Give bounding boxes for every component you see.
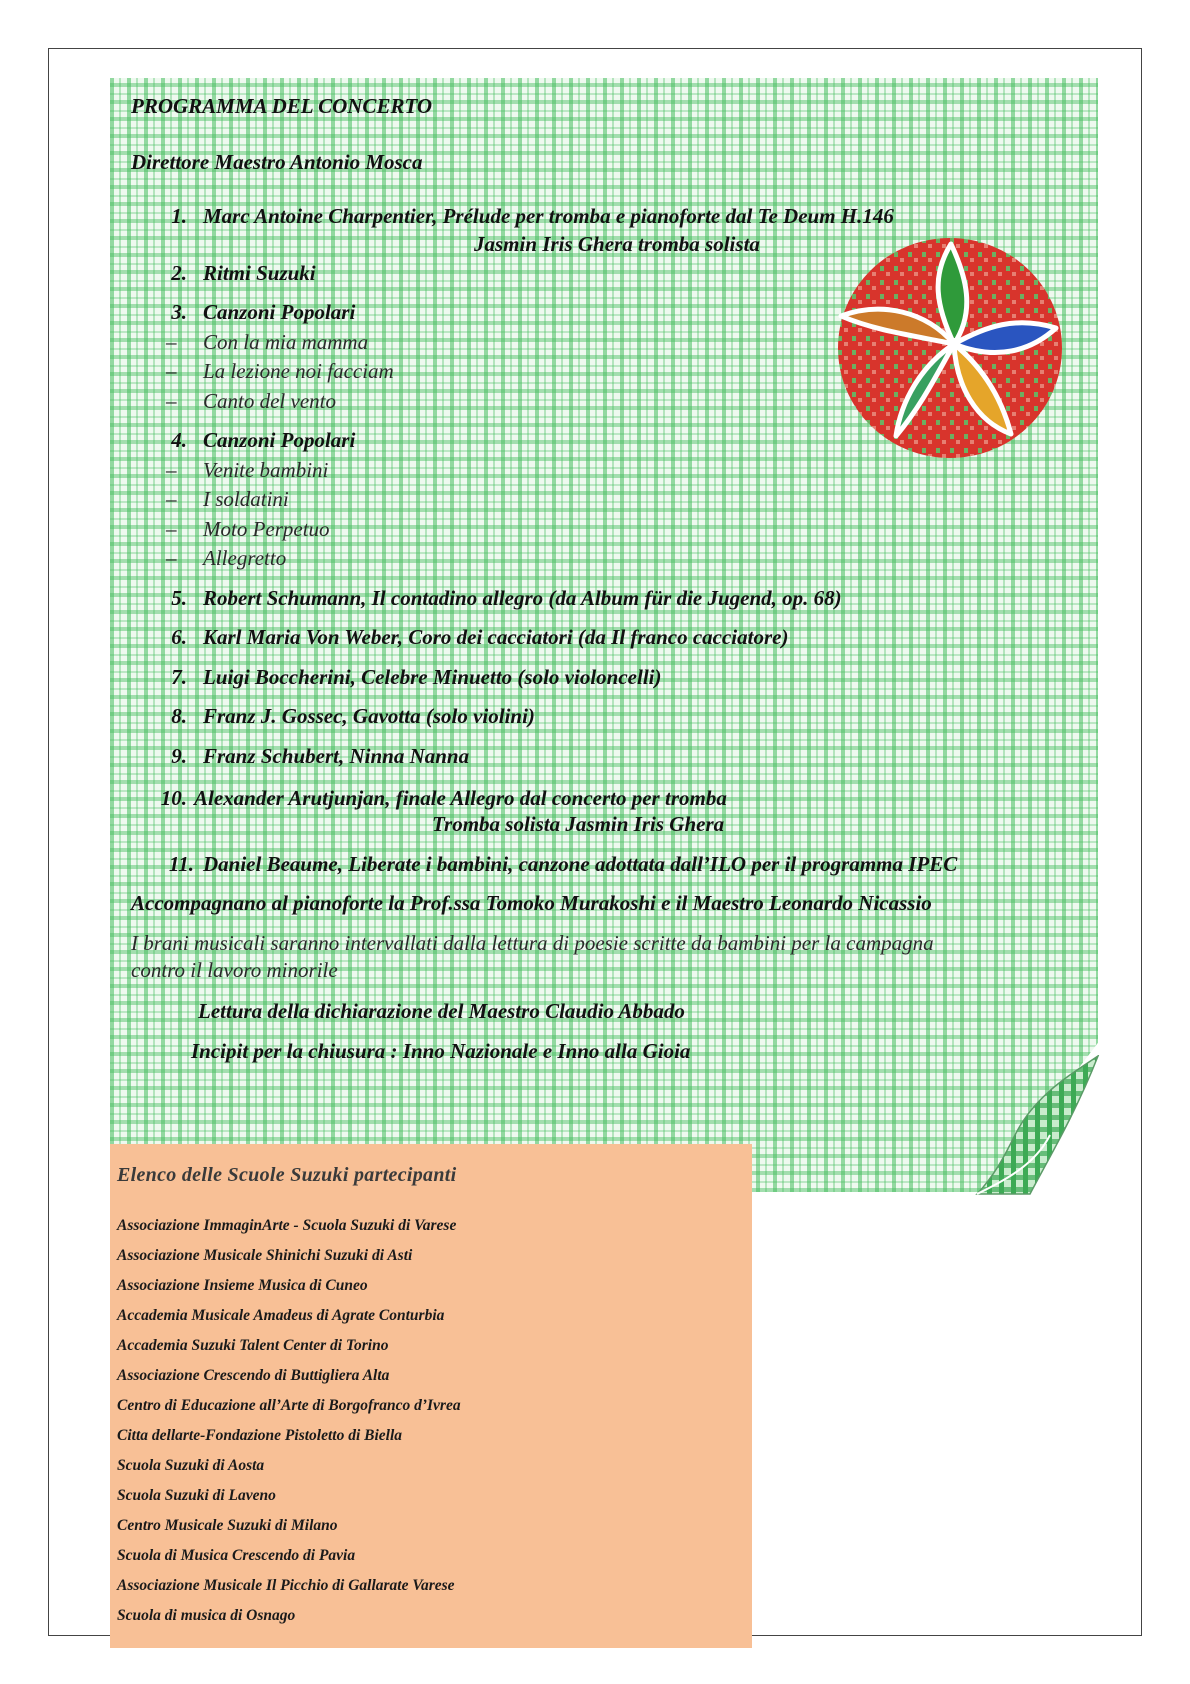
dash-bullet: – (166, 359, 177, 383)
item-number: 7. (171, 665, 187, 689)
soloist-line: Jasmin Iris Ghera tromba solista (474, 232, 760, 256)
school-item: Associazione Crescendo di Buttigliera Alta (117, 1367, 390, 1384)
reading-line: Lettura della dichiarazione del Maestro Claudio Abbado (198, 999, 685, 1023)
program-title: PROGRAMMA DEL CONCERTO (131, 94, 433, 118)
school-item: Citta dellarte-Fondazione Pistoletto di Biella (117, 1427, 403, 1444)
program-item: Franz J. Gossec, Gavotta (solo violini) (203, 704, 535, 728)
sub-item: Moto Perpetuo (203, 517, 330, 541)
school-item: Scuola Suzuki di Aosta (117, 1457, 265, 1474)
dash-bullet: – (166, 517, 177, 541)
school-item: Centro di Educazione all’Arte di Borgofranco d’Ivrea (117, 1397, 461, 1414)
item-number: 11. (168, 852, 194, 876)
program-item: Luigi Boccherini, Celebre Minuetto (solo violoncelli) (203, 665, 662, 689)
dash-bullet: – (166, 487, 177, 511)
item-number: 8. (171, 704, 187, 728)
pinwheel-logo-icon (836, 236, 1064, 460)
item-number: 1. (171, 204, 187, 228)
school-item: Accademia Suzuki Talent Center di Torino (117, 1337, 389, 1354)
item-number: 10. (160, 786, 187, 810)
program-item: Alexander Arutjunjan, finale Allegro dal concerto per tromba (194, 786, 727, 810)
school-item: Scuola di Musica Crescendo di Pavia (117, 1547, 356, 1564)
closing-line: Incipit per la chiusura : Inno Nazionale e Inno alla Gioia (191, 1039, 691, 1063)
director-line: Direttore Maestro Antonio Mosca (131, 150, 423, 174)
item-number: 6. (171, 625, 187, 649)
item-number: 4. (171, 428, 187, 452)
sub-item: Allegretto (203, 546, 287, 570)
sub-item: Canto del vento (203, 389, 336, 413)
sub-item: La lezione noi facciam (203, 359, 394, 383)
note-line: contro il lavoro minorile (131, 958, 338, 982)
school-item: Centro Musicale Suzuki di Milano (117, 1517, 338, 1534)
school-item: Associazione Insieme Musica di Cuneo (117, 1277, 368, 1294)
item-number: 5. (171, 586, 187, 610)
program-item: Daniel Beaume, Liberate i bambini, canzone adottata dall’ILO per il programma IPEC (203, 852, 958, 876)
program-item: Karl Maria Von Weber, Coro dei cacciatori (da Il franco cacciatore) (203, 625, 789, 649)
item-number: 9. (171, 744, 187, 768)
program-item: Robert Schumann, Il contadino allegro (da Album für die Jugend, op. 68) (203, 586, 842, 610)
soloist-line: Tromba solista Jasmin Iris Ghera (432, 812, 725, 836)
item-number: 2. (171, 261, 187, 285)
dash-bullet: – (166, 330, 177, 354)
accompaniment-line: Accompagnano al pianoforte la Prof.ssa Tomoko Murakoshi e il Maestro Leonardo Nicassio (131, 891, 932, 915)
program-item: Franz Schubert, Ninna Nanna (203, 744, 470, 768)
program-item: Ritmi Suzuki (203, 261, 316, 285)
school-item: Associazione ImmaginArte - Scuola Suzuki di Varese (117, 1217, 457, 1234)
dash-bullet: – (166, 458, 177, 482)
school-item: Scuola Suzuki di Laveno (117, 1487, 276, 1504)
schools-title: Elenco delle Scuole Suzuki partecipanti (117, 1164, 457, 1186)
note-line: I brani musicali saranno intervallati dalla lettura di poesie scritte da bambini per la campagna (131, 931, 934, 955)
page-curl-icon (975, 1055, 1100, 1195)
dash-bullet: – (166, 546, 177, 570)
sub-item: Venite bambini (203, 458, 329, 482)
program-item: Canzoni Popolari (203, 428, 356, 452)
item-number: 3. (171, 300, 187, 324)
school-item: Associazione Musicale Il Picchio di Gallarate Varese (117, 1577, 455, 1594)
school-item: Scuola di musica di Osnago (117, 1607, 296, 1624)
school-item: Associazione Musicale Shinichi Suzuki di Asti (117, 1247, 413, 1264)
program-item: Canzoni Popolari (203, 300, 356, 324)
sub-item: Con la mia mamma (203, 330, 369, 354)
school-item: Accademia Musicale Amadeus di Agrate Conturbia (117, 1307, 445, 1324)
dash-bullet: – (166, 389, 177, 413)
program-item: Marc Antoine Charpentier, Prélude per tromba e pianoforte dal Te Deum H.146 (203, 204, 894, 228)
sub-item: I soldatini (203, 487, 289, 511)
